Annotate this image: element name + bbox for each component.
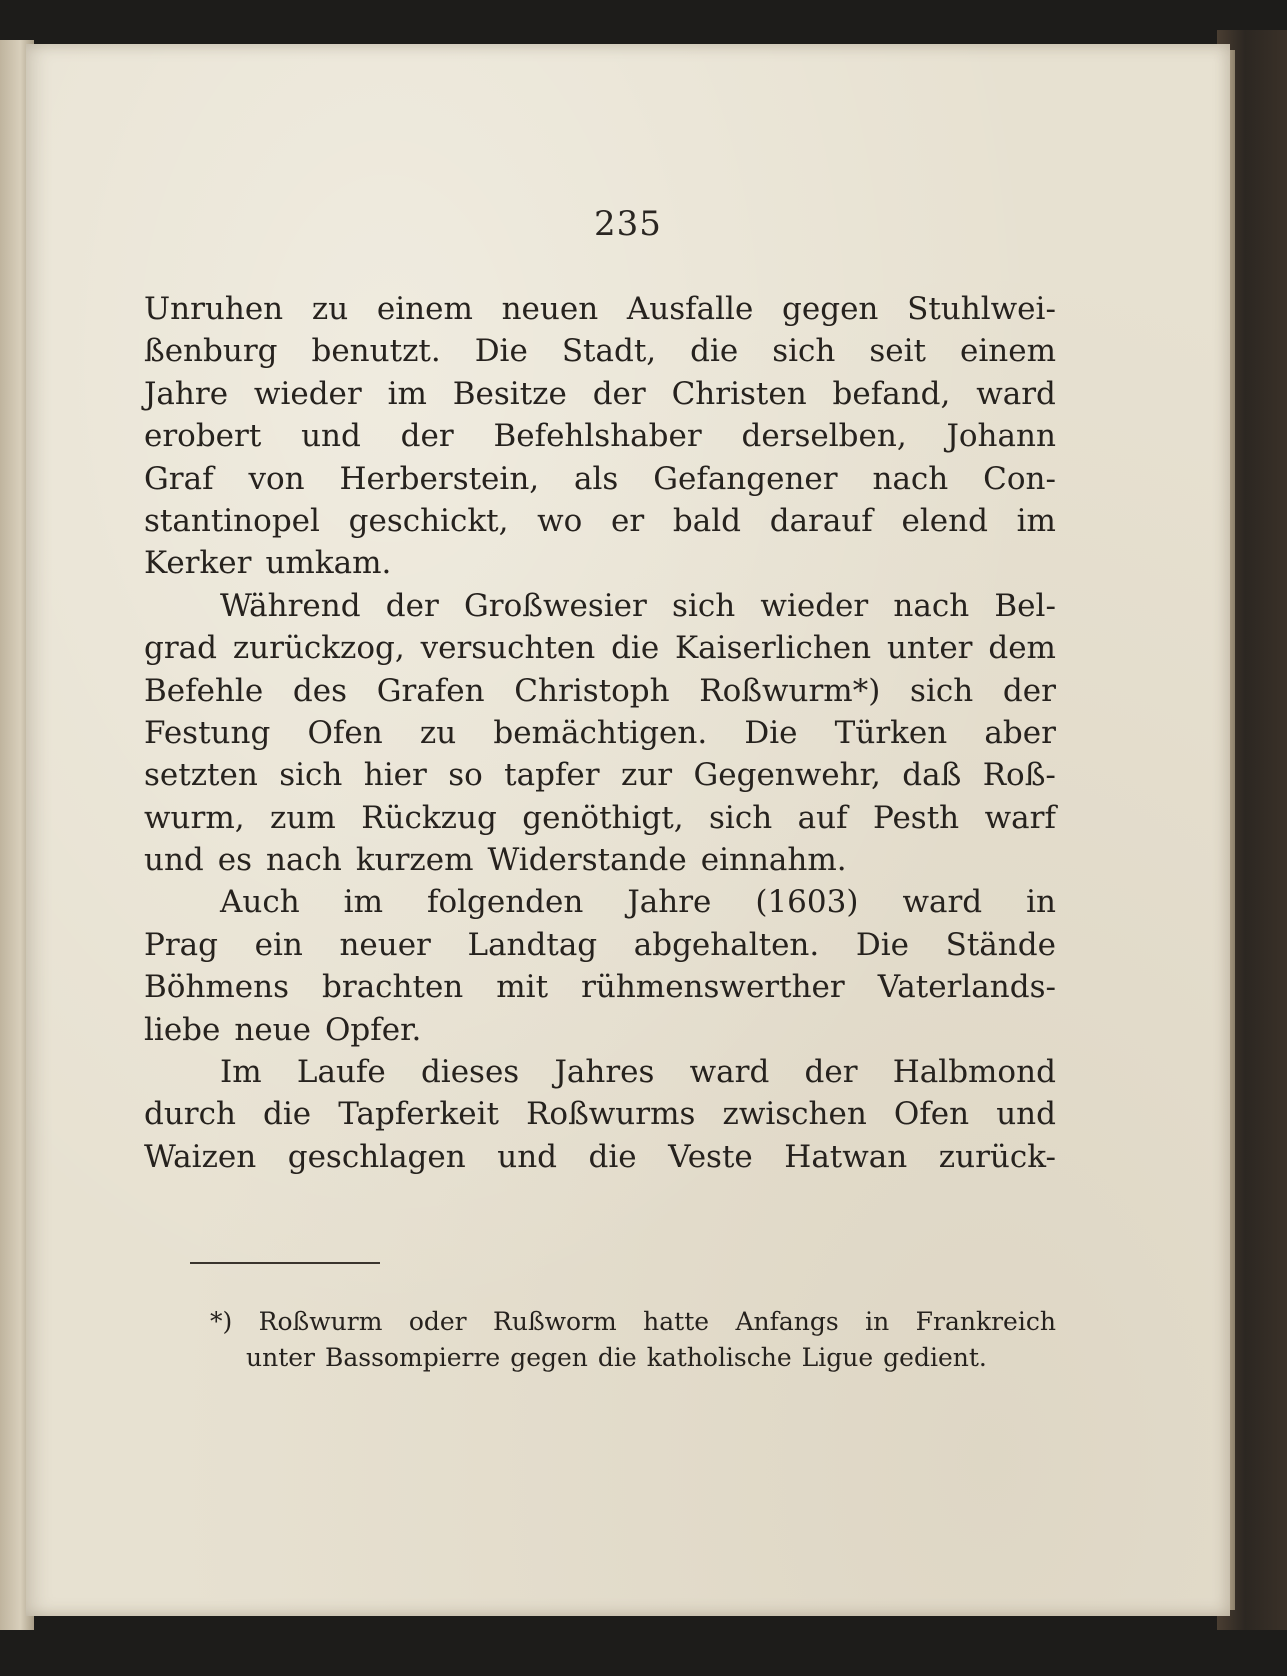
- text-line: Böhmens brachten mit rühmenswerther Vaterlands-: [144, 969, 1056, 1006]
- text-line: Auch im folgenden Jahre (1603) ward in: [220, 884, 1056, 921]
- text-line: durch die Tapferkeit Roßwurms zwischen Ofen und: [144, 1096, 1056, 1133]
- text-line: Graf von Herberstein, als Gefangener nach Con-: [144, 460, 1056, 497]
- footnote-line: unter Bassompierre gegen die katholische Ligue gedient.: [246, 1343, 987, 1372]
- text-line: Während der Großwesier sich wieder nach Bel-: [220, 587, 1056, 624]
- text-line: Im Laufe dieses Jahres ward der Halbmond: [220, 1054, 1056, 1091]
- text-line: setzten sich hier so tapfer zur Gegenwehr, daß Roß-: [144, 757, 1056, 794]
- page-number: 235: [594, 204, 662, 244]
- text-line: Festung Ofen zu bemächtigen. Die Türken aber: [144, 714, 1056, 751]
- text-line: ßenburg benutzt. Die Stadt, die sich seit einem: [144, 333, 1056, 370]
- text-line: Waizen geschlagen und die Veste Hatwan zurück-: [144, 1138, 1056, 1175]
- text-line: grad zurückzog, versuchten die Kaiserlichen unter dem: [144, 630, 1056, 667]
- body-text: [144, 288, 1056, 1178]
- text-line: Jahre wieder im Besitze der Christen befand, ward: [144, 375, 1056, 412]
- text-line: und es nach kurzem Widerstande einnahm.: [144, 842, 847, 879]
- footnote: [210, 1304, 1056, 1376]
- text-line: liebe neue Opfer.: [144, 1011, 422, 1048]
- footnote-rule: [190, 1262, 380, 1264]
- footnote-line: *) Roßwurm oder Rußworm hatte Anfangs in Frankreich: [210, 1307, 1056, 1336]
- text-line: Prag ein neuer Landtag abgehalten. Die Stände: [144, 926, 1056, 963]
- text-line: Befehle des Grafen Christoph Roßwurm*) sich der: [144, 672, 1056, 709]
- text-line: stantinopel geschickt, wo er bald darauf elend im: [144, 502, 1056, 539]
- text-line: Kerker umkam.: [144, 545, 392, 582]
- text-line: Unruhen zu einem neuen Ausfalle gegen Stuhlwei-: [144, 291, 1056, 327]
- text-line: erobert und der Befehlshaber derselben, Johann: [144, 418, 1056, 455]
- text-line: wurm, zum Rückzug genöthigt, sich auf Pesth warf: [144, 799, 1056, 836]
